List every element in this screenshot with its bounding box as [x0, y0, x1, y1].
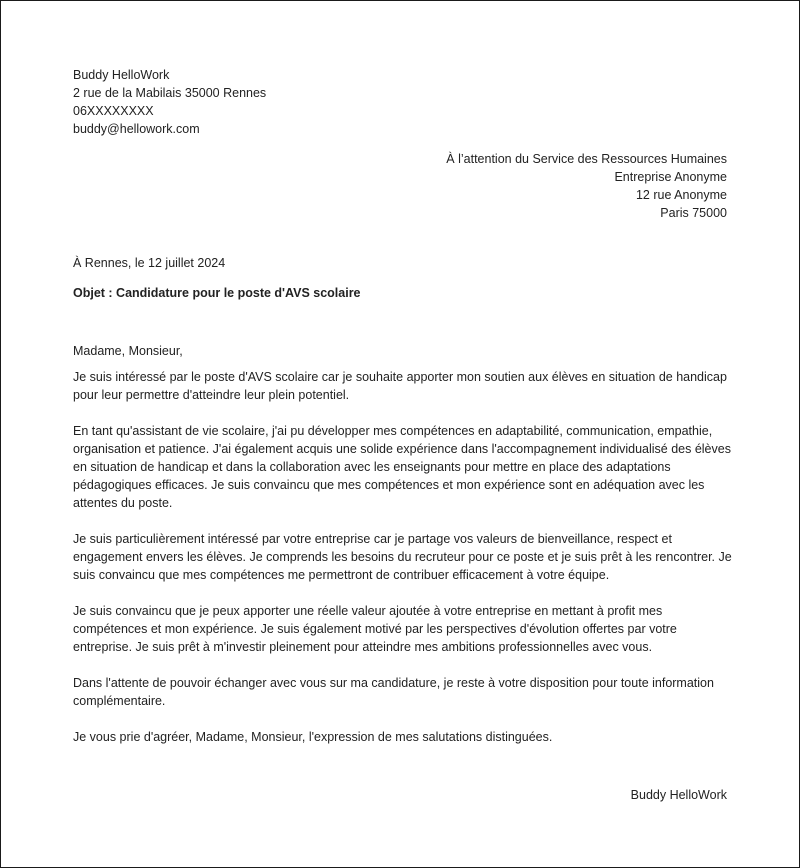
closing-paragraph: Je vous prie d'agréer, Madame, Monsieur, l'expression de mes salutations distinguées. — [73, 730, 553, 744]
sender-block — [73, 66, 266, 138]
recipient-company: Entreprise Anonyme — [614, 170, 727, 184]
sender-address: 2 rue de la Mabilais 35000 Rennes — [73, 86, 267, 100]
body-paragraph-2: En tant qu'assistant de vie scolaire, j'ai pu développer mes compétences en adaptabilité, communication, empathie, organisation et patience. J'ai également acquis une solide expérience dans l'accompagnement individualisé des élèves en situation de handicap et dans la collaboration avec les enseignants pour mettre en place des adaptations pédagogiques efficaces. Je suis convaincu que mes compétences et mon expérience sont en adéquation avec les attentes du poste. — [73, 424, 731, 510]
sender-email: buddy@hellowork.com — [73, 122, 200, 136]
body-paragraph-5: Dans l'attente de pouvoir échanger avec vous sur ma candidature, je reste à votre disposition pour toute information complémentaire. — [73, 676, 714, 708]
signature: Buddy HelloWork — [630, 788, 727, 802]
salutation: Madame, Monsieur, — [73, 344, 183, 358]
body-paragraph-3: Je suis particulièrement intéressé par votre entreprise car je partage vos valeurs de bienveillance, respect et engagement envers les élèves. Je comprends les besoins du recruteur pour ce poste et je suis prêt à les rencontrer. Je suis convaincu que mes compétences me permettront de contribuer efficacement à votre équipe. — [73, 532, 732, 582]
body-paragraph-1: Je suis intéressé par le poste d'AVS scolaire car je souhaite apporter mon soutien aux élèves en situation de handicap pour leur permettre d'atteindre leur plein potentiel. — [73, 370, 727, 402]
place-date: À Rennes, le 12 juillet 2024 — [73, 256, 226, 270]
recipient-city: Paris 75000 — [660, 206, 727, 220]
recipient-street: 12 rue Anonyme — [635, 188, 727, 202]
recipient-attention: À l’attention du Service des Ressources Humaines — [446, 152, 727, 166]
recipient-block — [446, 150, 727, 222]
sender-name: Buddy HelloWork — [73, 68, 170, 82]
sender-phone: 06XXXXXXXX — [73, 104, 154, 118]
body-paragraph-4: Je suis convaincu que je peux apporter une réelle valeur ajoutée à votre entreprise en mettant à profit mes compétences et mon expérience. Je suis également motivé par les perspectives d'évolution offertes par votre entreprise. Je suis prêt à m'investir pleinement pour atteindre mes ambitions professionnelles avec vous. — [73, 604, 677, 654]
letter-body — [73, 342, 733, 764]
letter-subject: Objet : Candidature pour le poste d'AVS scolaire — [73, 286, 361, 300]
